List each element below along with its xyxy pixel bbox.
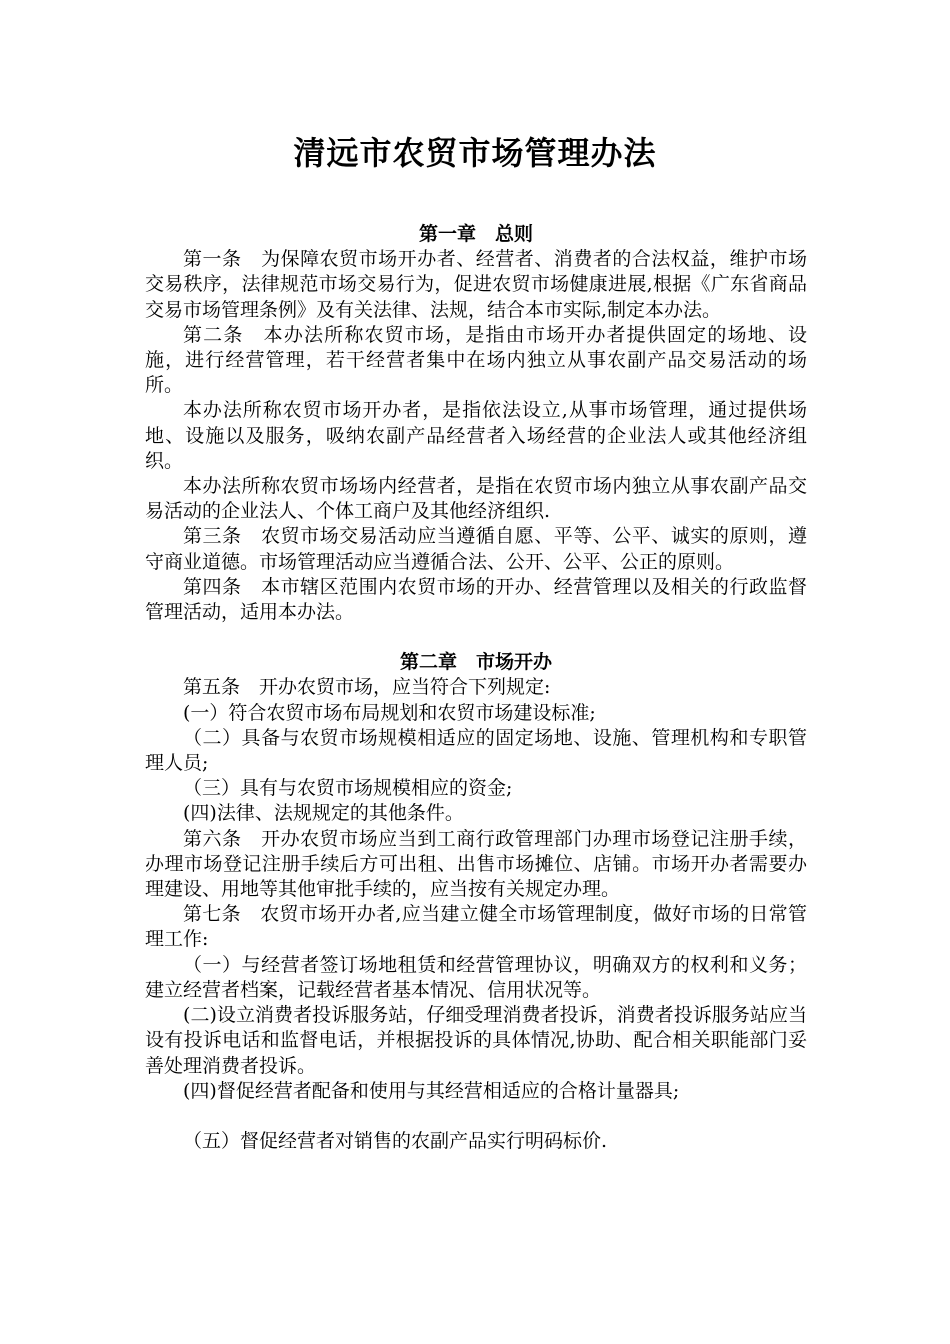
chapter-heading: 第二章 市场开办 — [399, 651, 552, 674]
article-paragraph: 第七条 农贸市场开办者,应当建立健全市场管理制度，做好市场的日常管理工作: — [145, 903, 807, 951]
article-paragraph: 第四条 本市辖区范围内农贸市场的开办、经营管理以及相关的行政监督管理活动，适用本办法。 — [145, 575, 807, 624]
chapter-heading: 第一章 总则 — [418, 223, 533, 245]
list-item: （三）具有与农贸市场规模相应的资金; — [183, 777, 513, 800]
chapter-spacer — [145, 625, 807, 650]
article-paragraph: 第一条 为保障农贸市场开办者、经营者、消费者的合法权益，维护市场交易秩序，法律规范市场交易行为，促进农贸市场健康进展,根据《广东省商品交易市场管理条例》及有关法律、法规，结合本市实际,制定本办法。 — [145, 248, 807, 321]
list-item: (四)法律、法规规定的其他条件。 — [183, 802, 464, 825]
list-item: (一）符合农贸市场布局规划和农贸市场建设标准; — [183, 701, 596, 724]
list-item: （一）与经营者签订场地租赁和经营管理协议，明确双方的权利和义务；建立经营者档案，记载经营者基本情况、信用状况等。 — [145, 953, 807, 1001]
paragraph-spacer — [145, 1104, 807, 1129]
chapter-1 — [145, 222, 807, 625]
article-paragraph: 本办法所称农贸市场开办者，是指依法设立,从事市场管理，通过提供场地、设施以及服务，吸纳农副产品经营者入场经营的企业法人或其他经济组织。 — [145, 399, 807, 472]
document-title: 清远市农贸市场管理办法 — [293, 134, 657, 172]
list-item: （五）督促经营者对销售的农副产品实行明码标价. — [183, 1129, 608, 1152]
list-item: （二）具备与农贸市场规模相适应的固定场地、设施、管理机构和专职管理人员; — [145, 726, 807, 775]
list-item: (二)设立消费者投诉服务站，仔细受理消费者投诉，消费者投诉服务站应当设有投诉电话和监督电话，并根据投诉的具体情况,协助、配合相关职能部门妥善处理消费者投诉。 — [145, 1004, 807, 1077]
article-paragraph: 第五条 开办农贸市场，应当符合下列规定: — [183, 676, 551, 699]
article-paragraph: 第六条 开办农贸市场应当到工商行政管理部门办理市场登记注册手续，办理市场登记注册手续后方可出租、出售市场摊位、店铺。市场开办者需要办理建设、用地等其他审批手续的，应当按有关规定办理。 — [145, 827, 807, 901]
chapter-2 — [145, 650, 807, 1154]
article-paragraph: 本办法所称农贸市场场内经营者，是指在农贸市场内独立从事农副产品交易活动的企业法人、个体工商户及其他经济组织. — [145, 475, 807, 523]
document-body — [145, 222, 807, 1154]
list-item: (四)督促经营者配备和使用与其经营相适应的合格计量器具; — [183, 1079, 680, 1102]
article-paragraph: 第三条 农贸市场交易活动应当遵循自愿、平等、公平、诚实的原则，遵守商业道德。市场管理活动应当遵循合法、公开、公平、公正的原则。 — [145, 525, 807, 573]
article-paragraph: 第二条 本办法所称农贸市场，是指由市场开办者提供固定的场地、设施，进行经营管理，若干经营者集中在场内独立从事农副产品交易活动的场所。 — [145, 323, 807, 397]
